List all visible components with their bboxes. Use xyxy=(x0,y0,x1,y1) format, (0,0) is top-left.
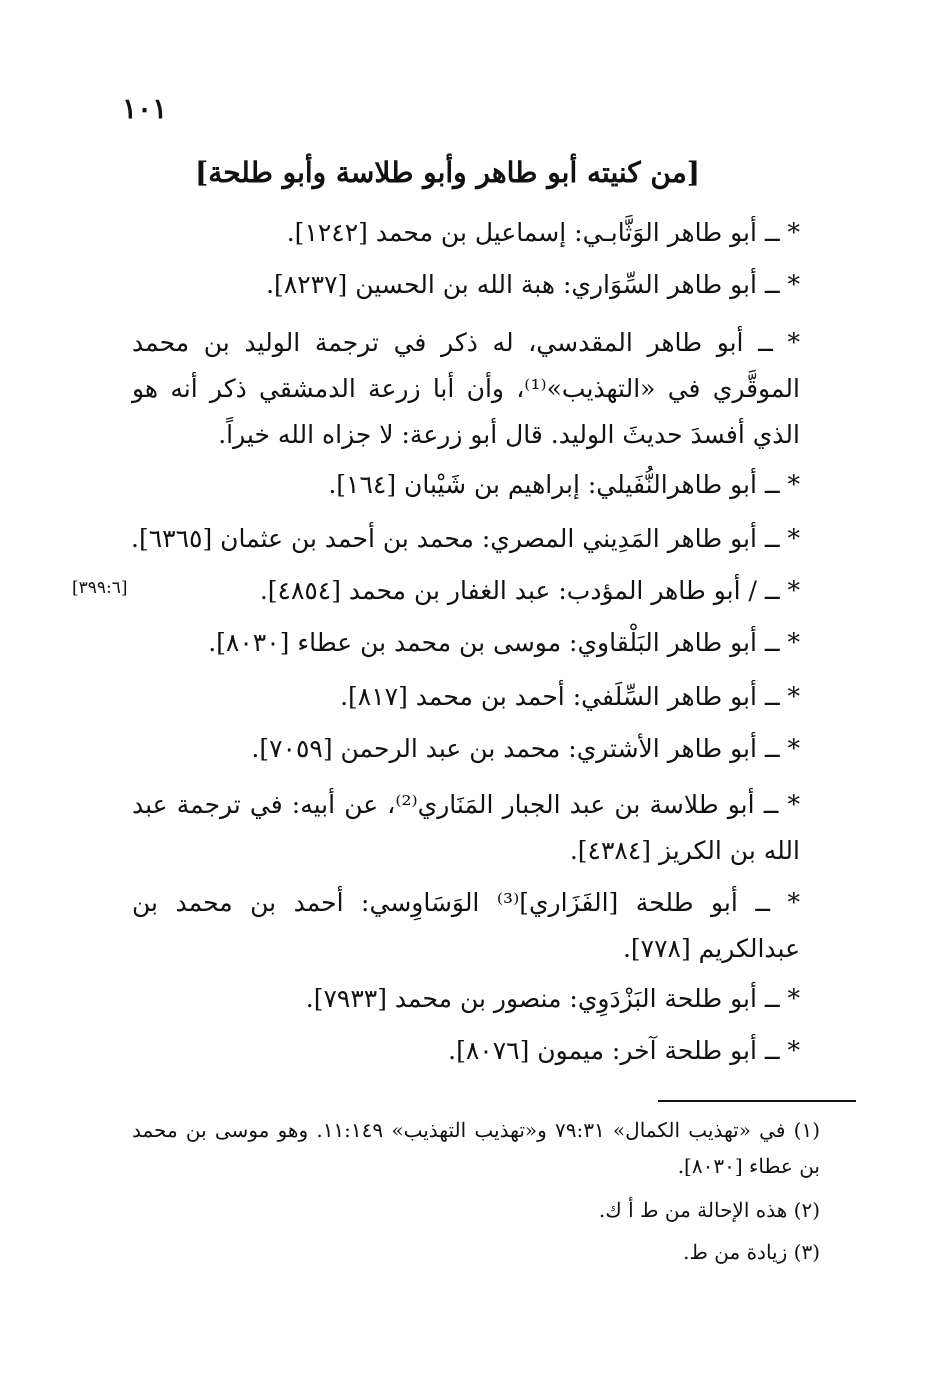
list-item: * ــ أبو طاهر البَلْقاوي: موسى بن محمد بن عطاء [٨٠٣٠]. xyxy=(208,628,800,657)
list-item: * ــ أبو طاهر الأشتري: محمد بن عبد الرحمن [٧٠٥٩]. xyxy=(251,734,800,763)
footnote-divider xyxy=(658,1100,856,1102)
list-item: * ــ أبو طاهر السِّلَفي: أحمد بن محمد [٨١٧]. xyxy=(340,682,800,711)
list-item: * ــ أبو طلحة آخر: ميمون [٨٠٧٦]. xyxy=(448,1036,800,1065)
footnote: (٣) زيادة من ط. xyxy=(683,1240,820,1264)
margin-reference: [٣٩٩:٦] xyxy=(72,578,128,598)
list-item: * ــ أبو طلاسة بن عبد الجبار المَنَاري⁽²⁾، عن أبيه: في ترجمة عبد الله بن الكريز [٤٣٨٤]. xyxy=(132,790,800,865)
list-item: * ــ أبو طاهر السِّوَاري: هبة الله بن الحسين [٨٢٣٧]. xyxy=(266,270,800,299)
section-heading: [من كنيته أبو طاهر وأبو طلاسة وأبو طلحة] xyxy=(194,156,700,189)
footnote: (١) في «تهذيب الكمال» ٧٩:٣١ و«تهذيب التهذيب» ١١:١٤٩. وهو موسى بن محمد بن عطاء [٨٠٣٠]. xyxy=(132,1118,820,1178)
list-item: * ــ أبو طلحة [الفَزَاري]⁽³⁾ الوَسَاوِسي: أحمد بن محمد بن عبدالكريم [٧٧٨]. xyxy=(132,888,800,963)
list-item: * ــ أبو طلحة البَزْدَوِي: منصور بن محمد [٧٩٣٣]. xyxy=(305,984,800,1013)
footnote: (٢) هذه الإحالة من ط أ ك. xyxy=(598,1198,820,1222)
list-item: * ــ أبو طاهر الوَثَّابـي: إسماعيل بن محمد [١٢٤٢]. xyxy=(286,218,800,247)
page-number: ١٠١ xyxy=(122,92,168,125)
list-item: * ــ أبو طاهر المقدسي، له ذكر في ترجمة الوليد بن محمد الموقَّري في «التهذيب»⁽¹⁾، وأن أبا زرعة الدمشقي ذكر أنه هو الذي أفسدَ حديثَ الوليد. قال أبو زرعة: لا جزاه الله خيراً. xyxy=(132,328,800,449)
list-item: * ــ أبو طاهر المَدِيني المصري: محمد بن أحمد بن عثمان [٦٣٦٥]. xyxy=(131,524,800,553)
list-item: * ــ / أبو طاهر المؤدب: عبد الغفار بن محمد [٤٨٥٤]. xyxy=(259,576,800,605)
list-item: * ــ أبو طاهرالنُّفَيلي: إبراهيم بن شَيْبان [١٦٤]. xyxy=(328,470,800,499)
